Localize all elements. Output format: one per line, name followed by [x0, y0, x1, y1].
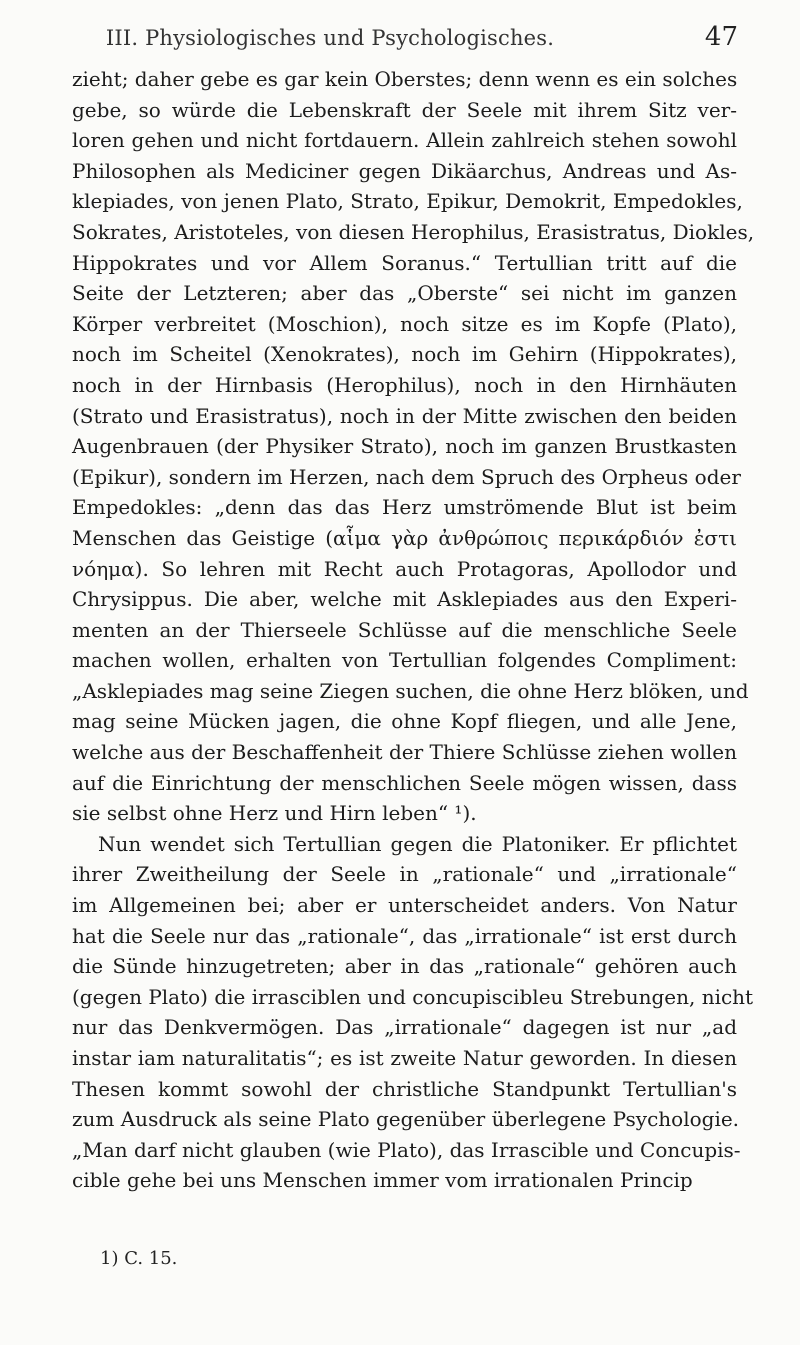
text-line: im Allgemeinen bei; aber er unterscheidet anders. Von Natur [72, 893, 737, 918]
text-line: „Asklepiades mag seine Ziegen suchen, die ohne Herz blöken, und [72, 678, 749, 703]
paragraph [72, 829, 754, 1196]
text-line: νόημα). So lehren mit Recht auch Protagoras, Apollodor und [72, 556, 737, 581]
text-line: Nun wendet sich Tertullian gegen die Platoniker. Er pflichtet [98, 831, 737, 856]
text-line: Hippokrates und vor Allem Soranus.“ Tertullian tritt auf die [72, 250, 737, 275]
paragraph [72, 64, 755, 829]
text-line: machen wollen, erhalten von Tertullian folgendes Compliment: [72, 648, 737, 673]
text-line: ihrer Zweitheilung der Seele in „rationale“ und „irrationale“ [72, 862, 737, 887]
text-line: welche aus der Beschaffenheit der Thiere Schlüsse ziehen wollen [72, 740, 737, 765]
text-line: sie selbst ohne Herz und Hirn leben“ ¹). [72, 801, 477, 826]
text-line: menten an der Thierseele Schlüsse auf die menschliche Seele [72, 617, 737, 642]
text-line: noch im Scheitel (Xenokrates), noch im Gehirn (Hippokrates), [72, 342, 737, 367]
text-line: Thesen kommt sowohl der christliche Standpunkt Tertullian's [72, 1076, 737, 1101]
text-line: (Strato und Erasistratus), noch in der Mitte zwischen den beiden [72, 403, 737, 428]
body-text [72, 64, 755, 1196]
text-line: klepiades, von jenen Plato, Strato, Epikur, Demokrit, Empedokles, [72, 189, 743, 214]
text-line: nur das Denkvermögen. Das „irrationale“ dagegen ist nur „ad [72, 1015, 737, 1040]
text-line: Chrysippus. Die aber, welche mit Asklepiades aus den Experi- [72, 587, 737, 612]
text-line: Philosophen als Mediciner gegen Dikäarchus, Andreas und As- [72, 158, 737, 183]
text-line: auf die Einrichtung der menschlichen Seele mögen wissen, dass [72, 770, 737, 795]
text-line: gebe, so würde die Lebenskraft der Seele mit ihrem Sitz ver- [72, 97, 737, 122]
text-line: zieht; daher gebe es gar kein Oberstes; denn wenn es ein solches [72, 67, 738, 91]
text-line: zum Ausdruck als seine Plato gegenüber überlegene Psychologie. [72, 1107, 740, 1132]
text-line: Sokrates, Aristoteles, von diesen Herophilus, Erasistratus, Diokles, [72, 219, 755, 244]
text-line: „Man darf nicht glauben (wie Plato), das Irrascible und Concupis- [72, 1137, 741, 1162]
text-line: Augenbrauen (der Physiker Strato), noch im ganzen Brustkasten [72, 434, 737, 459]
running-title: III. Physiologisches und Psychologisches. [105, 26, 555, 50]
text-line: noch in der Hirnbasis (Herophilus), noch in den Hirnhäuten [72, 372, 737, 397]
page-number: 47 [704, 22, 738, 52]
text-line: cible gehe bei uns Menschen immer vom irrationalen Princip [72, 1168, 693, 1193]
text-line: Körper verbreitet (Moschion), noch sitze es im Kopfe (Plato), [72, 311, 737, 336]
text-line: hat die Seele nur das „rationale“, das „irrationale“ ist erst durch [72, 923, 737, 948]
footnote: 1) C. 15. [100, 1248, 178, 1269]
text-line: mag seine Mücken jagen, die ohne Kopf fliegen, und alle Jene, [72, 709, 737, 734]
running-head [0, 18, 800, 62]
text-line: die Sünde hinzugetreten; aber in das „rationale“ gehören auch [72, 954, 737, 979]
text-line: loren gehen und nicht fortdauern. Allein zahlreich stehen sowohl [72, 128, 737, 153]
text-line: Seite der Letzteren; aber das „Oberste“ sei nicht im ganzen [72, 281, 737, 306]
text-line: (Epikur), sondern im Herzen, nach dem Spruch des Orpheus oder [72, 464, 741, 489]
text-line: (gegen Plato) die irrasciblen und concupiscibleu Strebungen, nicht [72, 984, 754, 1009]
text-line: Empedokles: „denn das das Herz umströmende Blut ist beim [72, 495, 737, 520]
text-line: Menschen das Geistige (αἷμα γὰρ ἀνθρώποις περικάρδιόν ἐστι [72, 525, 737, 550]
text-line: instar iam naturalitatis“; es ist zweite Natur geworden. In diesen [72, 1046, 737, 1070]
